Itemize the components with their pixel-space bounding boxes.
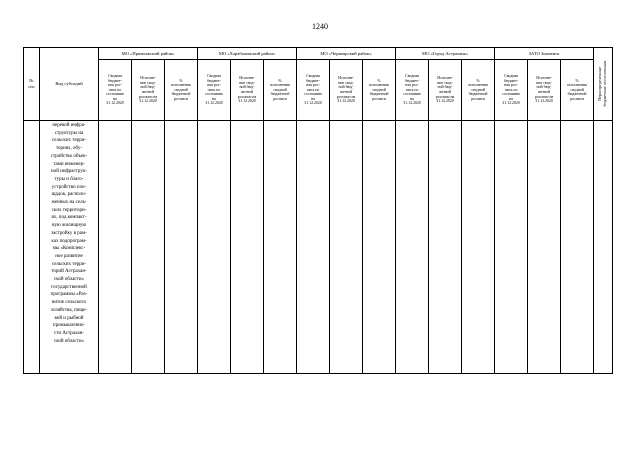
cell bbox=[561, 121, 594, 374]
subheader-execution: Исполне- ние свод- ной бюд- жетной росписи на 31.12.2020 bbox=[132, 60, 165, 121]
cell bbox=[198, 121, 231, 374]
subheader-percent: % исполнения сводной бюджетной росписи bbox=[561, 60, 594, 121]
cell bbox=[528, 121, 561, 374]
header-number: № п/п bbox=[24, 48, 40, 121]
cell-subsidy-type: перевой инфра- структуры на сельских терри- ториях, обу- стройство объек- тами инженер- ной инфраструк- туры и благо- устройство пло- щадок, располо- женных на сель- ских территори- ях, под компакт- ную жилищную застройку в рам- ках подпрограм- мы «Комплекс- ное развитие сельских терри- торий Астрахан- ской области» государственной программы «Раз- витие сельского хозяйства, пище- вой и рыбной промышленно- сти Астрахан- ской области» bbox=[40, 121, 99, 374]
cell bbox=[264, 121, 297, 374]
group-header: МО «Город Астрахань» bbox=[396, 48, 495, 60]
cell bbox=[429, 121, 462, 374]
subheader-percent: % исполнения сводной бюджетной росписи bbox=[165, 60, 198, 121]
cell bbox=[99, 121, 132, 374]
header-unallocated: Нераспределенные бюджетные ассигнования bbox=[594, 48, 613, 121]
subheader-percent: % исполнения сводной бюджетной росписи bbox=[363, 60, 396, 121]
group-header: МО «Черноярский район» bbox=[297, 48, 396, 60]
cell bbox=[132, 121, 165, 374]
cell bbox=[330, 121, 363, 374]
subheader-percent: % исполнения сводной бюджетной росписи bbox=[264, 60, 297, 121]
group-header: МО «Приволжский район» bbox=[99, 48, 198, 60]
subheader-execution: Исполне- ние свод- ной бюд- жетной росписи на 31.12.2020 bbox=[429, 60, 462, 121]
cell bbox=[396, 121, 429, 374]
page-number: 1240 bbox=[312, 22, 328, 31]
cell bbox=[462, 121, 495, 374]
group-header: МО «Харабалинский район» bbox=[198, 48, 297, 60]
subsidy-table bbox=[23, 47, 613, 374]
subheader-consolidated: Сводная бюджет- ная рос- пись по состоянию на 31.12.2020 bbox=[198, 60, 231, 121]
subheader-consolidated: Сводная бюджет- ная рос- пись по состоянию на 31.12.2020 bbox=[396, 60, 429, 121]
subheader-execution: Исполне- ние свод- ной бюд- жетной росписи на 31.12.2020 bbox=[231, 60, 264, 121]
cell bbox=[231, 121, 264, 374]
cell-number bbox=[24, 121, 40, 374]
cell bbox=[495, 121, 528, 374]
table-row bbox=[24, 121, 613, 374]
subheader-execution: Исполне- ние свод- ной бюд- жетной росписи на 31.12.2020 bbox=[330, 60, 363, 121]
cell bbox=[165, 121, 198, 374]
subheader-percent: % исполнения сводной бюджетной росписи bbox=[462, 60, 495, 121]
subheader-consolidated: Сводная бюджет- ная рос- пись по состоянию на 31.12.2020 bbox=[495, 60, 528, 121]
group-header: ЗАТО Знаменск bbox=[495, 48, 594, 60]
cell bbox=[297, 121, 330, 374]
subheader-consolidated: Сводная бюджет- ная рос- пись по состоянию на 31.12.2020 bbox=[99, 60, 132, 121]
subheader-execution: Исполне- ние свод- ной бюд- жетной росписи на 31.12.2020 bbox=[528, 60, 561, 121]
subheader-consolidated: Сводная бюджет- ная рос- пись по состоянию на 31.12.2020 bbox=[297, 60, 330, 121]
header-subsidy-type: Вид субсидий bbox=[40, 48, 99, 121]
cell bbox=[594, 121, 613, 374]
cell bbox=[363, 121, 396, 374]
